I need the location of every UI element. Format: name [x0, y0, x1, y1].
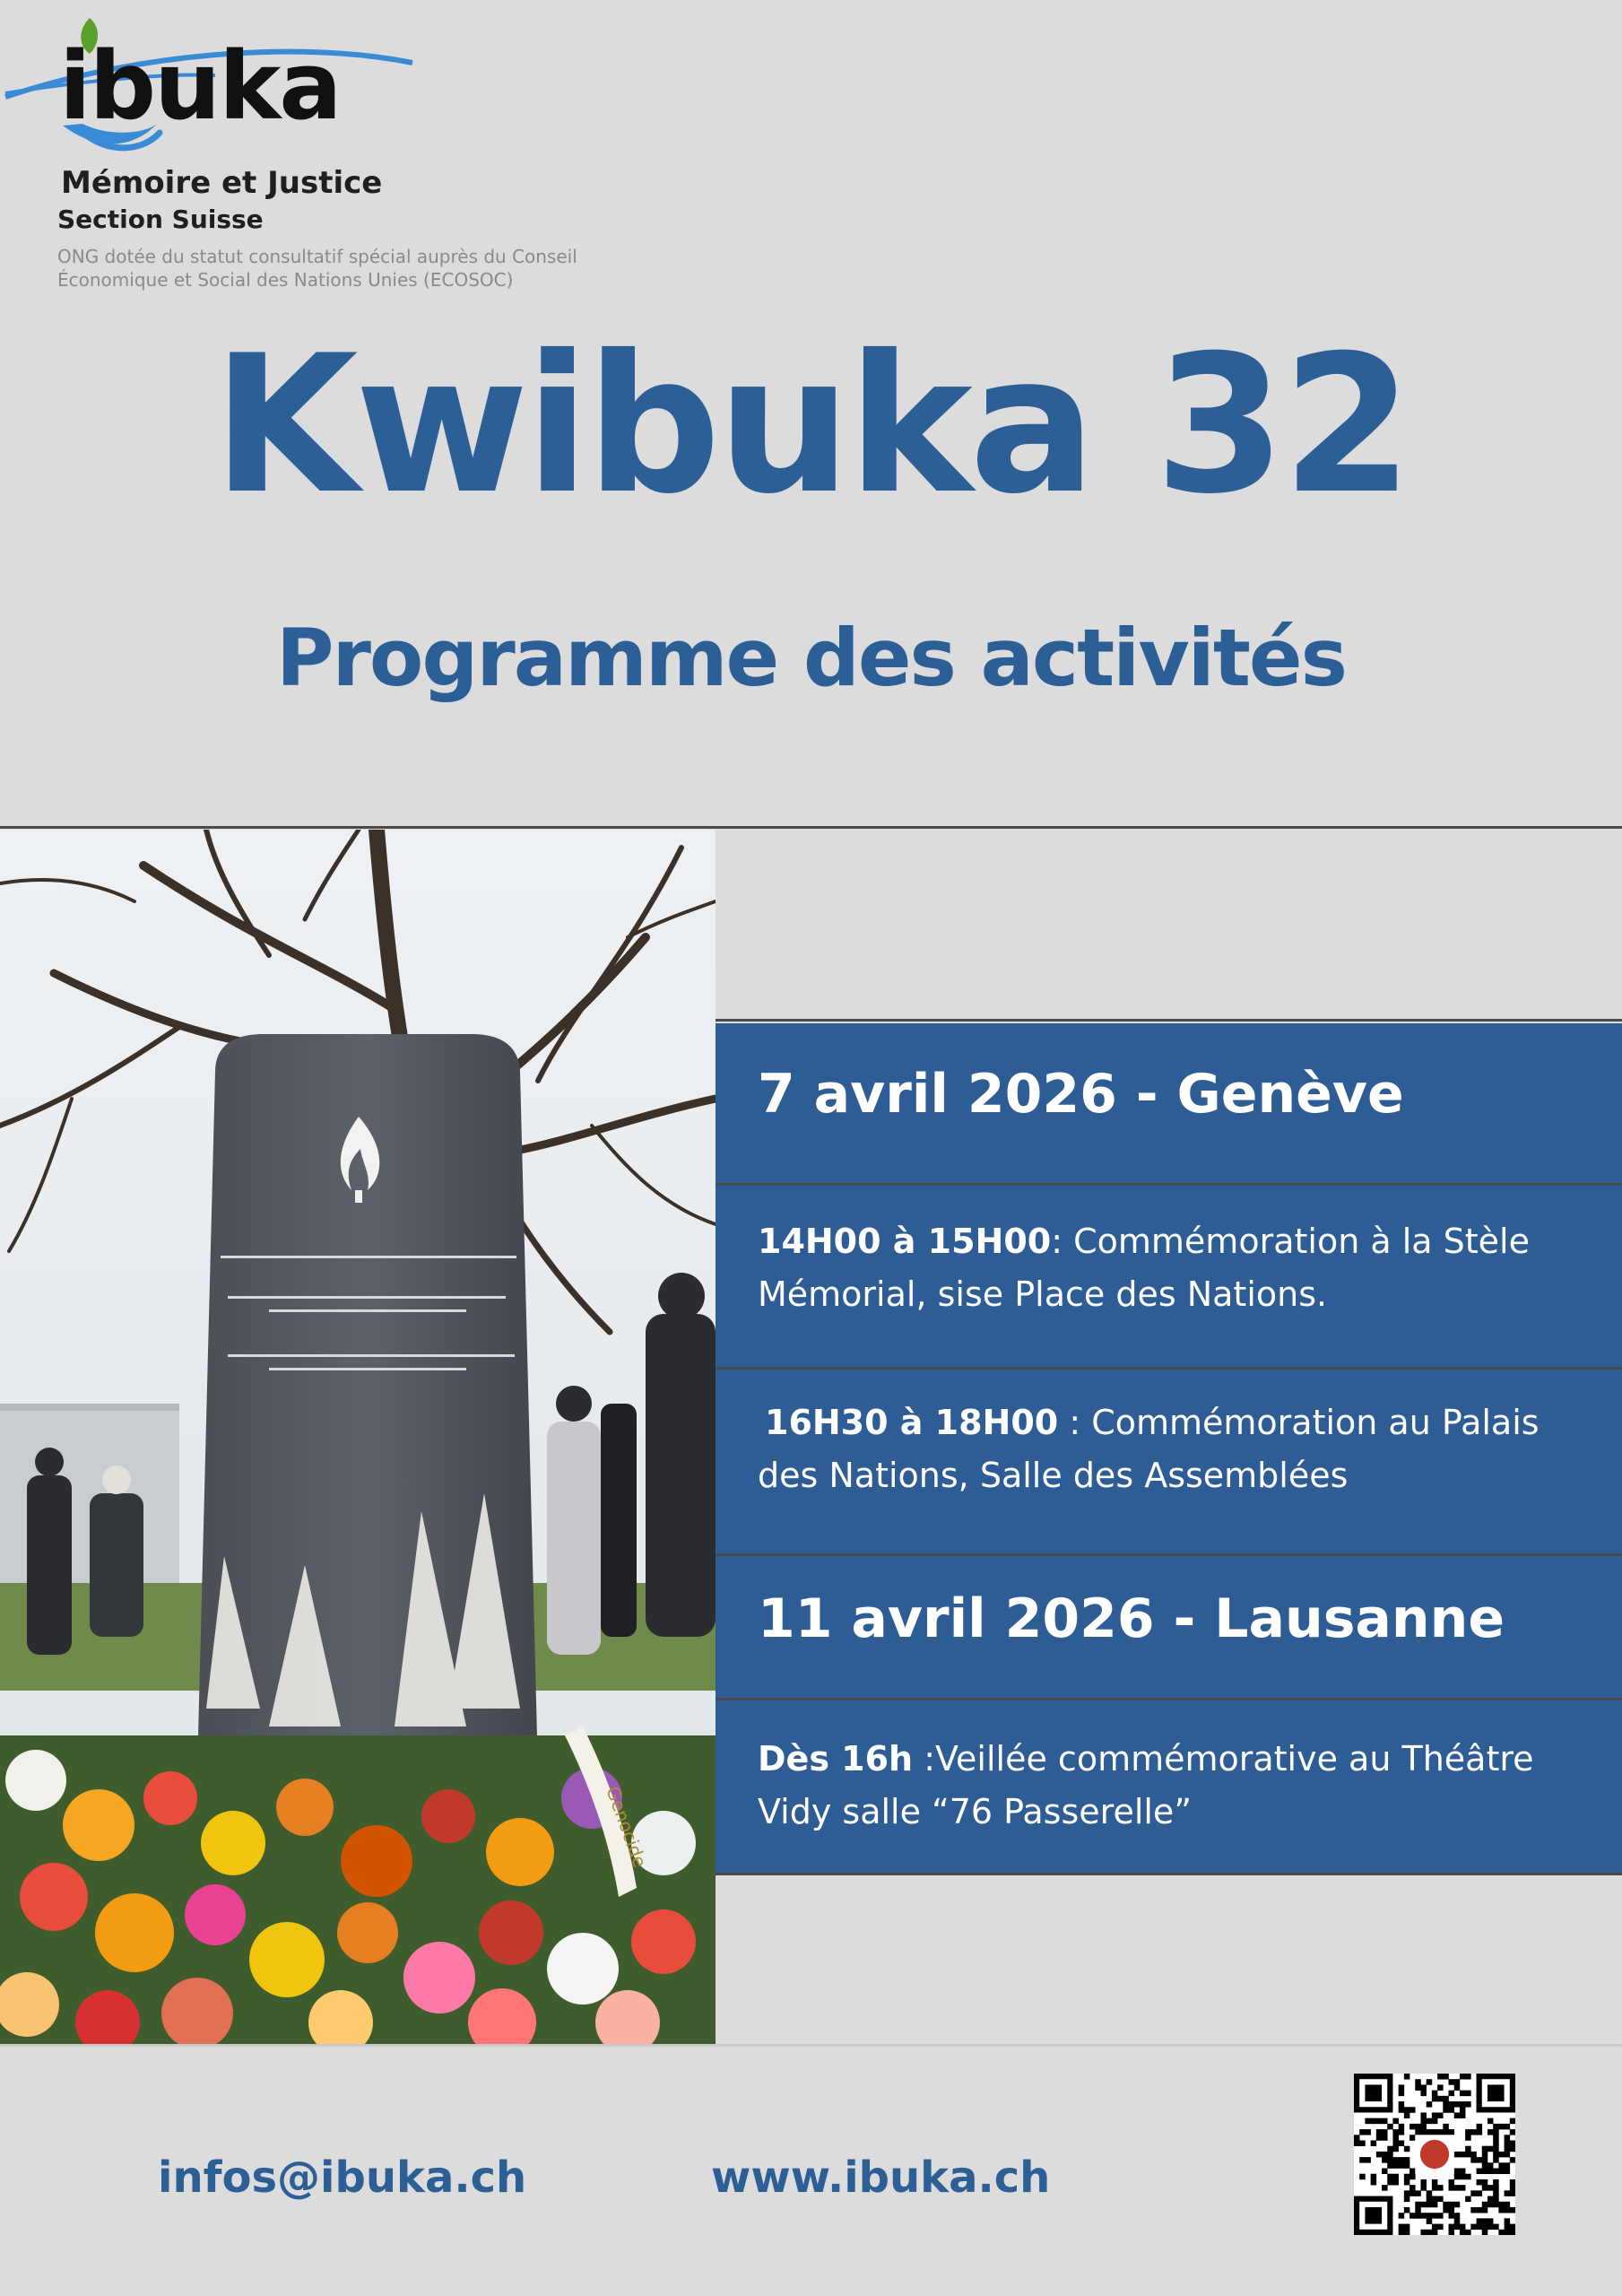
event-item-text	[758, 1733, 1592, 1839]
org-section: Section Suisse	[57, 204, 264, 234]
org-tagline: Mémoire et Justice	[61, 165, 383, 201]
event-description: : Commémoration au Palais des Nations, Salle des Assemblées	[758, 1403, 1540, 1495]
memorial-photo	[0, 830, 716, 2045]
event-time: 14H00 à 15H00	[758, 1222, 1052, 1261]
org-status-note-line1: ONG dotée du statut consultatif spécial auprès du Conseil	[57, 246, 577, 267]
event-description: : Commémoration à la Stèle Mémorial, sise Place des Nations.	[758, 1222, 1530, 1314]
qr-code-icon[interactable]	[1354, 2074, 1515, 2235]
event-item-text	[758, 1215, 1592, 1321]
website-link[interactable]: www.ibuka.ch	[711, 2152, 1051, 2203]
divider	[716, 1873, 1622, 1875]
divider	[716, 1019, 1622, 1022]
divider	[0, 2044, 1622, 2047]
divider	[0, 826, 1622, 829]
memorial-stele-photo-illustration	[0, 830, 716, 2045]
event-item-text	[758, 1396, 1592, 1502]
logo-wordmark: ibuka	[59, 31, 341, 141]
org-status-note-line2: Économique et Social des Nations Unies (ECOSOC)	[57, 269, 514, 291]
event-description: :Veillée commémorative au Théâtre Vidy salle “76 Passerelle”	[758, 1739, 1534, 1831]
organization-logo	[0, 0, 628, 305]
contact-email-link[interactable]: infos@ibuka.ch	[158, 2152, 527, 2203]
page-title: Kwibuka 32	[213, 314, 1409, 535]
ribbon-text: Genocide	[602, 1783, 652, 1871]
event-date-heading: 11 avril 2026 - Lausanne	[758, 1587, 1505, 1650]
event-time: Dès 16h	[758, 1739, 914, 1779]
qr-code-graphic	[1354, 2074, 1515, 2235]
event-time: 16H30 à 18H00	[765, 1403, 1059, 1442]
page-subtitle: Programme des activités	[276, 612, 1346, 704]
event-date-heading: 7 avril 2026 - Genève	[758, 1063, 1404, 1126]
